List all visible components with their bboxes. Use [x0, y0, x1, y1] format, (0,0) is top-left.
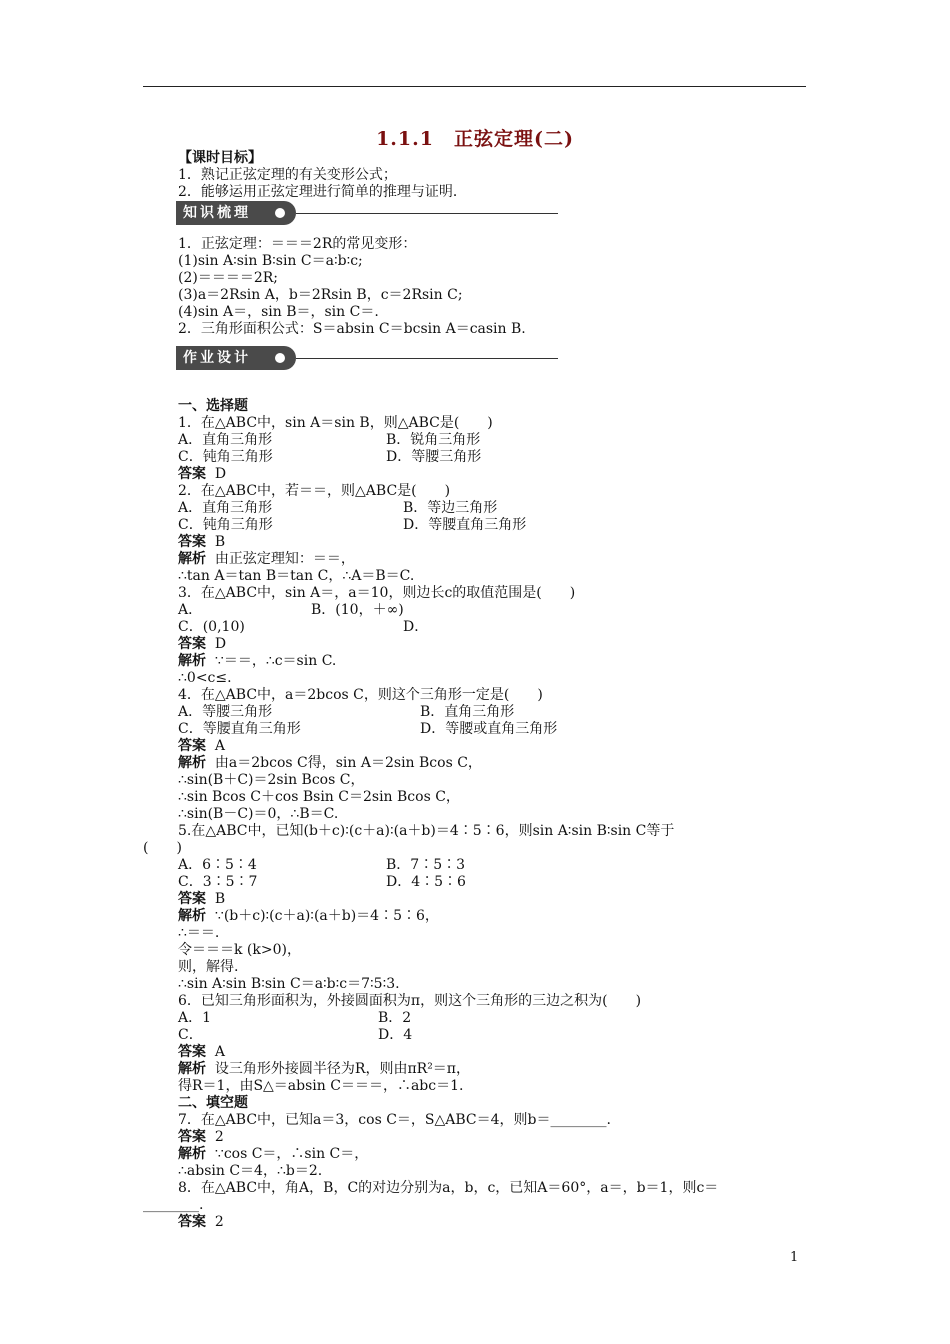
q2-option-b: B．等边三角形 — [403, 500, 498, 516]
q4-answer — [178, 738, 225, 755]
q7-answer — [178, 1129, 224, 1146]
q1-option-a: A．直角三角形 — [178, 432, 273, 448]
q4-option-c: C．等腰直角三角形 — [178, 721, 301, 737]
answer-label: 答案 — [178, 1044, 206, 1060]
q2-explanation — [178, 551, 355, 568]
q3-option-b: B．(10，＋∞) — [311, 602, 404, 618]
q5-option-b: B．7∶5∶3 — [386, 857, 466, 873]
explanation-text: 设三角形外接圆半径为R，则由πR²＝π， — [214, 1061, 471, 1077]
q1-answer — [178, 466, 226, 483]
q5-answer — [178, 891, 225, 908]
answer-label: 答案 — [178, 891, 206, 907]
knowledge-line-1: 1．正弦定理：＝＝＝2R的常见变形： — [178, 236, 417, 252]
knowledge-line-2: (1)sin A∶sin B∶sin C＝a∶b∶c; — [178, 253, 363, 269]
page-number: 1 — [790, 1250, 799, 1265]
explanation-text: ∵cos C＝，∴sin C＝， — [214, 1146, 369, 1162]
explanation-label: 解析 — [178, 551, 206, 567]
q4-explanation-line: ∴sin(B－C)＝0，∴B＝C. — [178, 806, 339, 822]
answer-value: D — [214, 466, 227, 482]
q7-stem: 7．在△ABC中，已知a＝3，cos C＝，S△ABC＝4，则b＝________. — [178, 1112, 611, 1128]
answer-value: 2 — [214, 1129, 224, 1145]
objective-2: 2．能够运用正弦定理进行简单的推理与证明． — [178, 184, 467, 200]
q5-explanation — [178, 908, 439, 925]
part-2-heading: 二、填空题 — [178, 1095, 248, 1111]
q3-answer — [178, 636, 226, 653]
q4-explanation — [178, 755, 482, 772]
objective-1: 1．熟记正弦定理的有关变形公式； — [178, 167, 397, 183]
q5-option-d: D．4∶5∶6 — [386, 874, 466, 890]
bullet-dot-icon — [275, 353, 285, 363]
q6-option-a: A．1 — [178, 1010, 212, 1026]
section-knowledge — [176, 201, 558, 225]
answer-value: B — [214, 534, 226, 550]
q5-stem-wrap: ( ) — [143, 840, 182, 856]
q2-stem: 2．在△ABC中，若＝＝，则△ABC是( ) — [178, 483, 451, 499]
answer-label: 答案 — [178, 738, 206, 754]
answer-value: 2 — [214, 1214, 224, 1230]
q3-option-c: C．(0,10) — [178, 619, 245, 635]
q4-option-a: A．等腰三角形 — [178, 704, 273, 720]
q1-option-d: D．等腰三角形 — [386, 449, 482, 465]
q6-option-c: C． — [178, 1027, 203, 1043]
page-title: 1.1.1 正弦定理(二) — [376, 128, 574, 150]
answer-value: D — [214, 636, 227, 652]
section-homework-label: 作业设计 — [176, 346, 296, 370]
q3-explanation-line: ∴0<c≤. — [178, 670, 232, 686]
q5-explanation-line: ∴sin A∶sin B∶sin C＝a∶b∶c＝7∶5∶3. — [178, 976, 400, 992]
answer-value: A — [214, 1044, 226, 1060]
explanation-label: 解析 — [178, 908, 206, 924]
q5-option-c: C．3∶5∶7 — [178, 874, 258, 890]
q5-explanation-line: 令＝＝＝k (k>0)， — [178, 942, 301, 958]
header-rule — [143, 86, 806, 87]
q6-explanation-line: 得R＝1，由S△＝absin C＝＝＝，∴abc＝1. — [178, 1078, 464, 1094]
knowledge-line-4: (3)a＝2Rsin A，b＝2Rsin B，c＝2Rsin C; — [178, 287, 463, 303]
q3-explanation — [178, 653, 336, 670]
explanation-text: 由正弦定理知：＝＝， — [214, 551, 355, 567]
answer-label: 答案 — [178, 1214, 206, 1230]
q3-stem: 3．在△ABC中，sin A＝，a＝10，则边长c的取值范围是( ) — [178, 585, 576, 601]
section-rule — [296, 213, 558, 214]
q8-answer — [178, 1214, 224, 1231]
section-knowledge-label: 知识梳理 — [176, 201, 296, 225]
q4-option-b: B．直角三角形 — [420, 704, 515, 720]
q2-option-d: D．等腰直角三角形 — [403, 517, 527, 533]
explanation-text: 由a＝2bcos C得，sin A＝2sin Bcos C， — [214, 755, 482, 771]
q5-explanation-line: 则，解得. — [178, 959, 239, 975]
explanation-label: 解析 — [178, 653, 206, 669]
q4-option-d: D．等腰或直角三角形 — [420, 721, 558, 737]
q5-option-a: A．6∶5∶4 — [178, 857, 257, 873]
q6-option-d: D．4 — [378, 1027, 413, 1043]
q2-explanation-line: ∴tan A＝tan B＝tan C，∴A＝B＝C. — [178, 568, 415, 584]
q3-option-d: D． — [403, 619, 429, 635]
q5-stem: 5.在△ABC中，已知(b＋c)∶(c＋a)∶(a＋b)＝4∶5∶6，则sin A∶sin B∶sin C等于 — [178, 823, 675, 839]
knowledge-line-5: (4)sin A＝，sin B＝，sin C＝. — [178, 304, 379, 320]
explanation-text: ∵＝＝，∴c＝sin C. — [214, 653, 337, 669]
q6-stem: 6．已知三角形面积为，外接圆面积为π，则这个三角形的三边之积为( ) — [178, 993, 642, 1009]
q4-explanation-line: ∴sin Bcos C＋cos Bsin C＝2sin Bcos C， — [178, 789, 460, 805]
q4-stem: 4．在△ABC中，a＝2bcos C，则这个三角形一定是( ) — [178, 687, 543, 703]
q5-explanation-line: ∴＝＝. — [178, 925, 220, 941]
q7-explanation — [178, 1146, 368, 1163]
section-homework — [176, 346, 558, 370]
q1-stem: 1．在△ABC中，sin A＝sin B，则△ABC是( ) — [178, 415, 493, 431]
q8-stem: 8．在△ABC中，角A，B，C的对边分别为a，b，c，已知A＝60°，a＝，b＝1，则c＝ — [178, 1180, 719, 1196]
bullet-dot-icon — [275, 208, 285, 218]
explanation-label: 解析 — [178, 1061, 206, 1077]
q1-option-c: C．钝角三角形 — [178, 449, 273, 465]
q2-answer — [178, 534, 225, 551]
q1-option-b: B．锐角三角形 — [386, 432, 481, 448]
answer-label: 答案 — [178, 636, 206, 652]
q6-option-b: B．2 — [378, 1010, 412, 1026]
explanation-label: 解析 — [178, 1146, 206, 1162]
q6-answer — [178, 1044, 225, 1061]
q4-explanation-line: ∴sin(B＋C)＝2sin Bcos C， — [178, 772, 365, 788]
explanation-label: 解析 — [178, 755, 206, 771]
knowledge-line-3: (2)＝＝＝＝2R; — [178, 270, 278, 286]
answer-label: 答案 — [178, 534, 206, 550]
answer-label: 答案 — [178, 466, 206, 482]
q2-option-a: A．直角三角形 — [178, 500, 273, 516]
part-1-heading: 一、选择题 — [178, 398, 248, 414]
q3-option-a: A． — [178, 602, 203, 618]
q2-option-c: C．钝角三角形 — [178, 517, 273, 533]
q6-explanation — [178, 1061, 470, 1078]
answer-value: B — [214, 891, 226, 907]
answer-value: A — [214, 738, 226, 754]
q8-stem-wrap: ________. — [143, 1197, 204, 1213]
explanation-text: ∵(b＋c)∶(c＋a)∶(a＋b)＝4∶5∶6， — [214, 908, 439, 924]
answer-label: 答案 — [178, 1129, 206, 1145]
section-rule — [296, 358, 558, 359]
objectives-heading: 【课时目标】 — [178, 150, 262, 166]
q7-explanation-line: ∴absin C＝4，∴b＝2. — [178, 1163, 323, 1179]
knowledge-line-6: 2．三角形面积公式：S＝absin C＝bcsin A＝casin B. — [178, 321, 526, 337]
